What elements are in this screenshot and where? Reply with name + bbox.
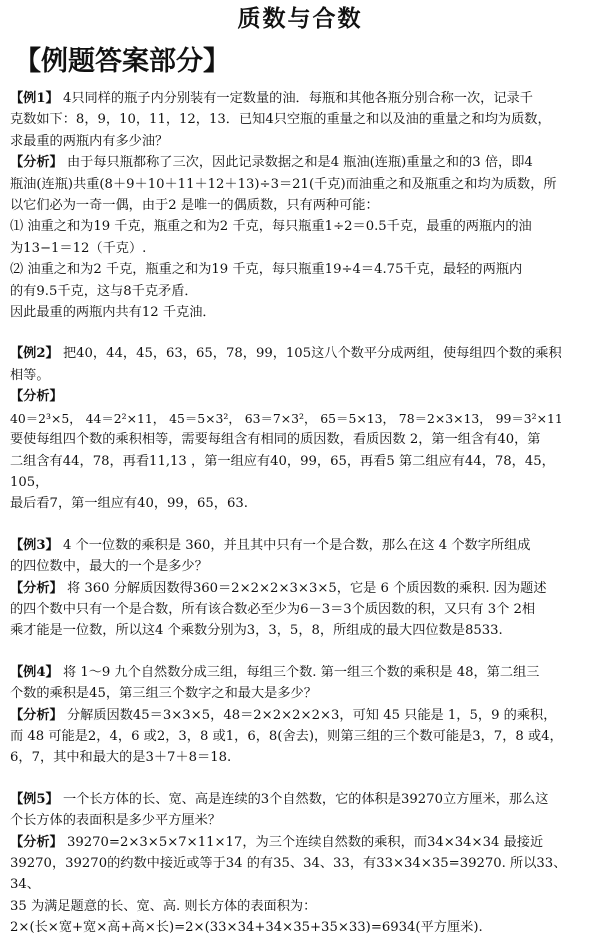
analysis-line: 【分析】 分解质因数45＝3×3×5，48＝2×2×2×2×3，可知 45 只能是 1，5，9 的乘积， [10, 707, 557, 723]
analysis-label: 【分析】 [10, 834, 63, 850]
document-body [10, 88, 592, 939]
analysis-line: 乘才能是一位数，所以这4 个乘数分别为3，3，5，8，所组成的最大四位数是8533. [10, 623, 503, 639]
analysis-line: 瓶油(连瓶)共重(8＋9＋10＋11＋12＋13)÷3＝21(千克)而油重之和及瓶重之和均为质数，所 [10, 176, 557, 192]
question-line: 【例3】 4 个一位数的乘积是 360，并且其中只有一个是合数，那么在这 4 个数字所组成 [10, 537, 531, 553]
question-line: 克数如下：8，9，10，11，12，13．已知4只空瓶的重量之和以及油的重量之和均为质数， [10, 112, 551, 128]
question-line: 的四位数中，最大的一个是多少？ [10, 559, 208, 575]
question-line: 相等。 [10, 367, 50, 383]
example-4 [10, 662, 592, 769]
analysis-line: 的有9.5千克，这与8千克矛盾． [10, 283, 198, 299]
question-line: 个数的乘积是45，第三组三个数字之和最大是多少？ [10, 686, 317, 702]
analysis-line: 35 为满足题意的长、宽、高. 则长方体的表面积为： [10, 898, 317, 914]
analysis-line: 【分析】 由于每只瓶都称了三次，因此记录数据之和是4 瓶油(连瓶)重量之和的3 倍，即4 [10, 155, 533, 171]
example-label: 【例2】 [10, 346, 59, 362]
section-header: 【例题答案部分】 [14, 46, 230, 77]
analysis-line: ⑴ 油重之和为19 千克，瓶重之和为2 千克，每只瓶重1÷2＝0.5千克，最重的两瓶内的油 [10, 219, 532, 235]
analysis-line: 40＝2³×5， 44＝2²×11， 45＝5×3²， 63＝7×3²， 65＝5×13， 78＝2×3×13， 99＝3²×11 [10, 410, 563, 426]
example-label: 【例5】 [10, 791, 59, 807]
example-2 [10, 343, 592, 514]
example-label: 【例4】 [10, 664, 59, 680]
analysis-label: 【分析】 [10, 580, 63, 596]
analysis-line: 39270，39270的约数中接近或等于34 的有35、34、33，有33×34×35=39270. 所以33、34、 [10, 856, 567, 893]
analysis-line: 【分析】 39270=2×3×5×7×11×17，为三个连续自然数的乘积，而34×34×34 最接近 [10, 834, 544, 850]
question-line: 【例1】 4只同样的瓶子内分别装有一定数量的油．每瓶和其他各瓶分别合称一次，记录千 [10, 91, 533, 106]
question-line: 【例2】 把40，44，45，63，65，78，99，105这八个数平分成两组，使每组四个数的乘积 [10, 346, 562, 362]
question-line: 个长方体的表面积是多少平方厘米？ [10, 813, 221, 829]
question-line: 【例5】 一个长方体的长、宽、高是连续的3个自然数，它的体积是39270立方厘米，那么这 [10, 791, 549, 807]
analysis-line: 6，7，其中和最大的是3＋7＋8＝18. [10, 750, 232, 766]
example-3 [10, 535, 592, 642]
question-line: 【例4】 将 1～9 九个自然数分成三组，每组三个数. 第一组三个数的乘积是 48，第二组三 [10, 664, 540, 680]
page-title: 质数与合数 [237, 5, 363, 32]
analysis-line: 要使每组四个数的乘积相等，需要每组含有相同的质因数，看质因数 2，第一组含有40，第 [10, 432, 541, 448]
analysis-label: 【分析】 [10, 389, 63, 405]
analysis-line: 最后看7，第一组应有40，99，65，63. [10, 496, 248, 512]
analysis-line: 为13−1＝12（千克）. [10, 240, 147, 256]
example-1 [10, 88, 592, 323]
analysis-line: 而 48 可能是2，4，6 或2，3，8 或1，6，8(舍去)，则第三组的三个数可能是3，7，8 或4， [10, 728, 563, 744]
analysis-line: 2×(长×宽+宽×高+高×长)=2×(33×34+34×35+35×33)=6934(平方厘米). [10, 920, 483, 936]
analysis-line: 因此最重的两瓶内共有12 千克油． [10, 305, 216, 321]
analysis-line: 二组含有44，78，再看11,13 ，第一组应有40，99，65，再看5 第二组应有44，78，45，105， [10, 453, 555, 490]
analysis-line: 【分析】 将 360 分解质因数得360＝2×2×2×3×3×5，它是 6 个质因数的乘积. 因为题述 [10, 580, 547, 596]
example-label: 【例3】 [10, 537, 59, 553]
example-5 [10, 789, 592, 939]
analysis-label: 【分析】 [10, 155, 63, 171]
example-label: 【例1】 [10, 91, 59, 106]
analysis-label: 【分析】 [10, 707, 63, 723]
analysis-line: 的四个数中只有一个是合数，所有该合数必至少为6－3＝3个质因数的积，又只有 3个 2相 [10, 601, 536, 617]
analysis-line: 以它们必为一奇一偶，由于2 是唯一的偶质数，只有两种可能： [10, 198, 379, 214]
analysis-line: ⑵ 油重之和为2 千克，瓶重之和为19 千克，每只瓶重19÷4＝4.75千克，最轻的两瓶内 [10, 262, 523, 278]
question-line: 求最重的两瓶内有多少油？ [10, 133, 169, 149]
